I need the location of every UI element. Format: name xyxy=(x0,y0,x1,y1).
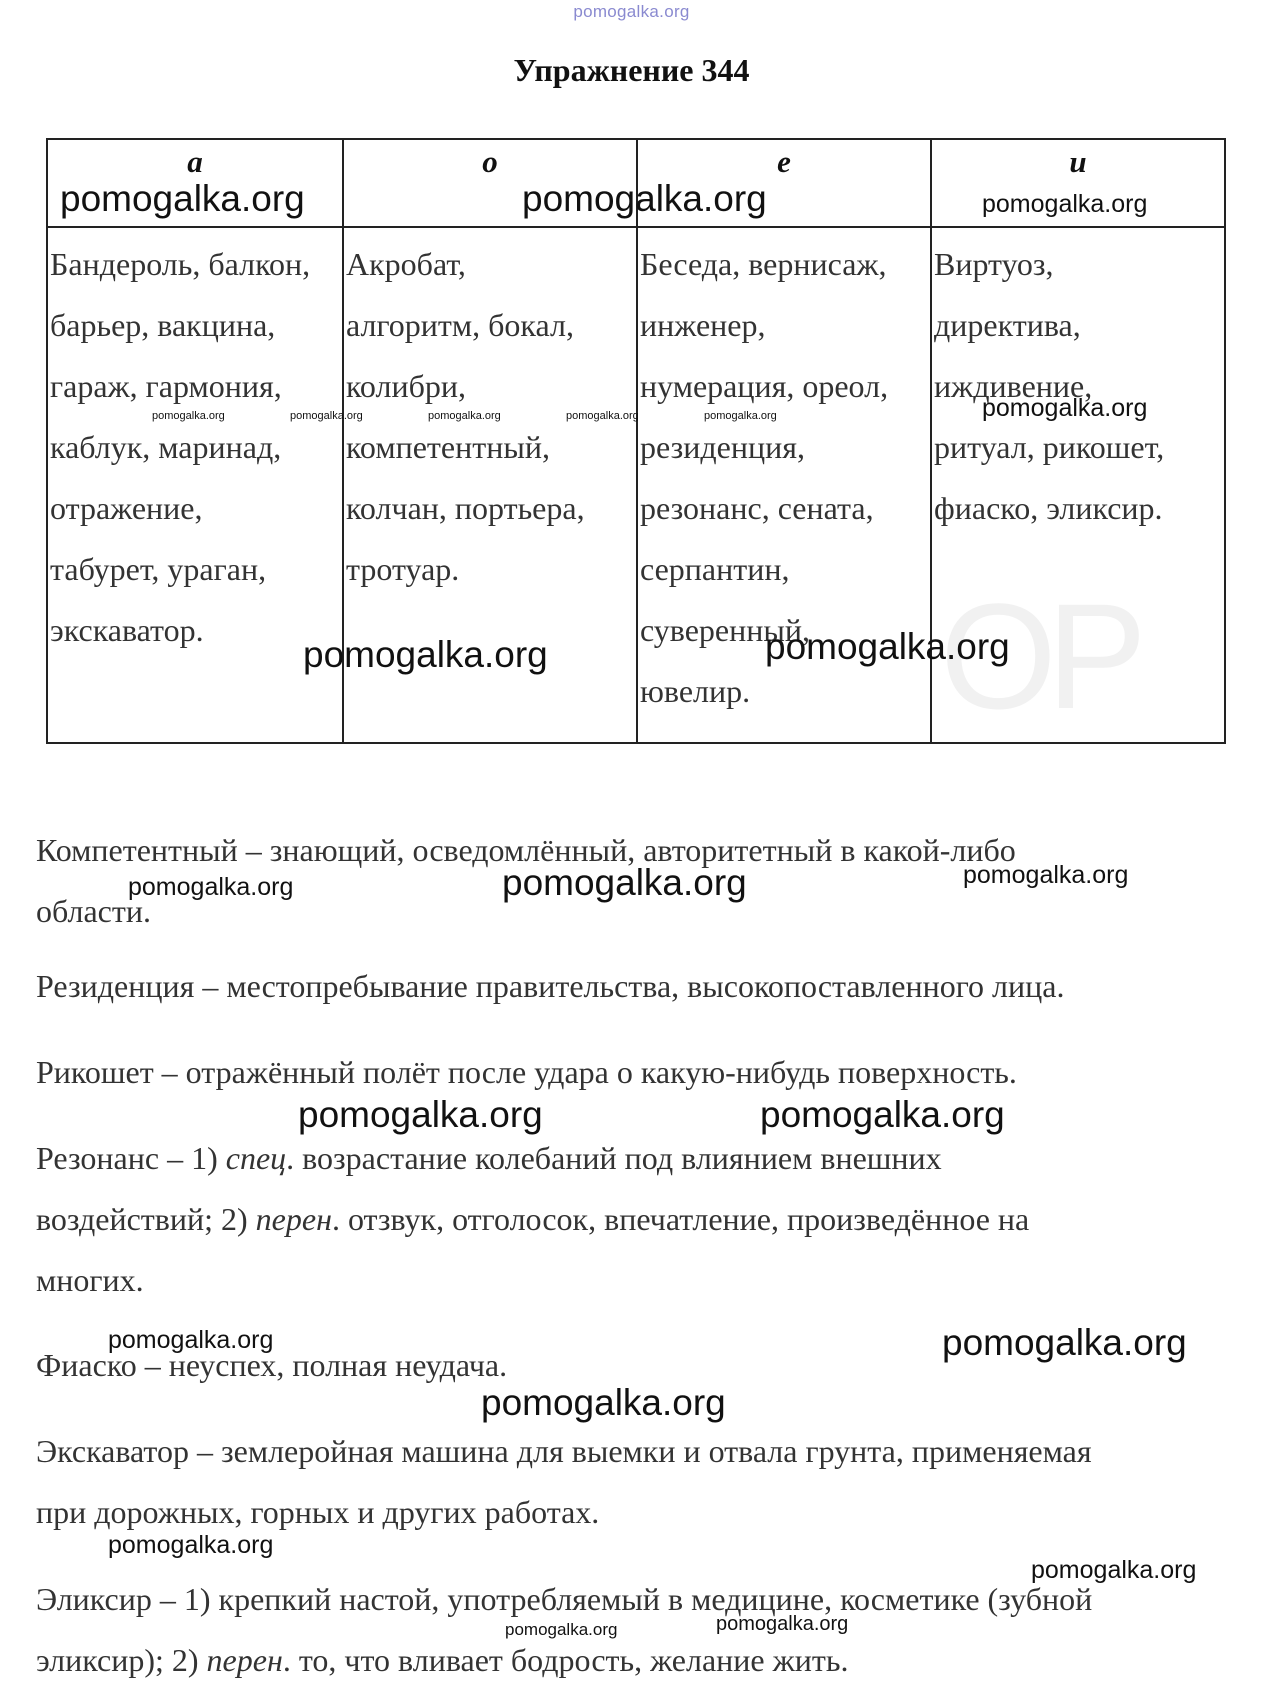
watermark: pomogalka.org xyxy=(522,178,767,219)
watermark: pomogalka.org xyxy=(942,1322,1187,1363)
watermark: pomogalka.org xyxy=(982,394,1148,422)
definition-line: многих. xyxy=(36,1262,144,1298)
faint-stamp-mark: OP xyxy=(940,572,1137,740)
abbrev-italic: перен xyxy=(206,1642,283,1678)
definition-line: Экскаватор – землеройная машина для выемки и отвала грунта, применяемая xyxy=(36,1433,1092,1469)
definition-line xyxy=(36,1630,1236,1691)
watermark: pomogalka.org xyxy=(982,190,1148,218)
word-line: директива, xyxy=(934,307,1081,343)
word-line: колчан, портьера, xyxy=(346,490,585,526)
word-line: инженер, xyxy=(640,307,766,343)
definition-excavator xyxy=(36,1421,1236,1543)
column-header: и xyxy=(932,140,1224,228)
definition-line xyxy=(36,1128,1236,1189)
word-line: Бандероль, балкон, xyxy=(50,246,311,282)
text-run: воздействий; 2) xyxy=(36,1201,256,1237)
word-line: экскаватор. xyxy=(50,612,204,648)
word-line: колибри, xyxy=(346,368,466,404)
watermark: pomogalka.org xyxy=(716,1613,849,1635)
word-line: резиденция, xyxy=(640,429,805,465)
word-line: нумерация, ореол, xyxy=(640,368,889,404)
definition-line: Компетентный – знающий, осведомлённый, авторитетный в какой-либо xyxy=(36,832,1016,868)
definition-elixir xyxy=(36,1569,1236,1691)
watermark: pomogalka.org xyxy=(303,634,548,675)
definition-residence xyxy=(36,956,1236,1017)
abbrev-italic: спец xyxy=(225,1140,287,1176)
word-line: барьер, вакцина, xyxy=(50,307,276,343)
watermark: pomogalka.org xyxy=(428,410,501,422)
word-line: отражение, xyxy=(50,490,203,526)
word-line: компетентный, xyxy=(346,429,550,465)
column-header: о xyxy=(344,140,636,228)
word-line: иждивение, xyxy=(934,368,1093,404)
watermark: pomogalka.org xyxy=(128,873,294,901)
word-line: Виртуоз, xyxy=(934,246,1054,282)
definition-ricochet xyxy=(36,1042,1236,1103)
definition-line: Фиаско – неуспех, полная неудача. xyxy=(36,1347,508,1383)
column-header: а xyxy=(48,140,342,228)
watermark: pomogalka.org xyxy=(290,410,363,422)
text-run: . возрастание колебаний под влиянием внешних xyxy=(286,1140,942,1176)
definition-resonance xyxy=(36,1128,1236,1311)
watermark: pomogalka.org xyxy=(1031,1556,1197,1584)
watermark: pomogalka.org xyxy=(152,410,225,422)
word-line: резонанс, сената, xyxy=(640,490,874,526)
watermark: pomogalka.org xyxy=(505,1620,618,1639)
column-words xyxy=(48,228,342,661)
word-line: каблук, маринад, xyxy=(50,429,282,465)
text-run: . отзвук, отголосок, впечатление, произведённое на xyxy=(331,1201,1030,1237)
word-line: Беседа, вернисаж, xyxy=(640,246,887,282)
word-line: Акробат, xyxy=(346,246,466,282)
text-run: эликсир); 2) xyxy=(36,1642,207,1678)
word-line: ритуал, рикошет, xyxy=(934,429,1165,465)
column-words xyxy=(932,228,1224,539)
word-line: алгоритм, бокал, xyxy=(346,307,574,343)
word-line: гараж, гармония, xyxy=(50,368,282,404)
word-line: фиаско, эликсир. xyxy=(934,490,1163,526)
watermark: pomogalka.org xyxy=(108,1531,274,1559)
word-line: тротуар. xyxy=(346,551,460,587)
watermark: pomogalka.org xyxy=(760,1094,1005,1135)
definition-line: при дорожных, горных и других работах. xyxy=(36,1494,600,1530)
definition-line: области. xyxy=(36,893,151,929)
definition-line: Рикошет – отражённый полёт после удара о какую-нибудь поверхность. xyxy=(36,1054,1017,1090)
watermark: pomogalka.org xyxy=(566,410,639,422)
watermark: pomogalka.org xyxy=(481,1382,726,1423)
watermark: pomogalka.org xyxy=(298,1094,543,1135)
watermark: pomogalka.org xyxy=(60,178,305,219)
word-line: табурет, ураган, xyxy=(50,551,267,587)
word-line: ювелир. xyxy=(640,673,751,709)
watermark: pomogalka.org xyxy=(765,626,1010,667)
column-a xyxy=(48,140,342,742)
text-run: . то, что вливает бодрость, желание жить. xyxy=(282,1642,849,1678)
word-line: серпантин, xyxy=(640,551,790,587)
watermark: pomogalka.org xyxy=(963,861,1129,889)
text-run: Резонанс – 1) xyxy=(36,1140,226,1176)
page-title: Упражнение 344 xyxy=(513,52,750,88)
definition-line: Эликсир – 1) крепкий настой, употребляемый в медицине, косметике (зубной xyxy=(36,1581,1093,1617)
definition-line: Резиденция – местопребывание правительства, высокопоставленного лица. xyxy=(36,968,1065,1004)
abbrev-italic: перен xyxy=(255,1201,332,1237)
column-header: е xyxy=(638,140,930,228)
watermark: pomogalka.org xyxy=(704,410,777,422)
definition-line xyxy=(36,1189,1236,1250)
watermark: pomogalka.org xyxy=(108,1326,274,1354)
word-line: суверенный, xyxy=(640,612,810,648)
watermark: pomogalka.org xyxy=(502,862,747,903)
site-header: pomogalka.org xyxy=(573,2,690,21)
